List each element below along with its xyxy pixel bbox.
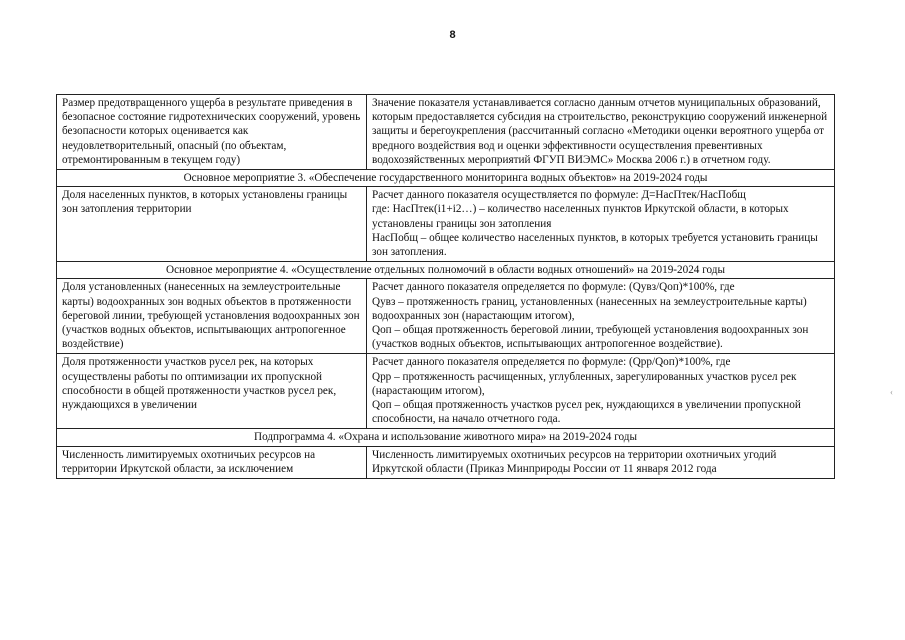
- table-row: [57, 187, 835, 262]
- formula-line: Расчет данного показателя определяется по формуле: (Qрр/Qоп)*100%, где: [372, 356, 731, 369]
- calculation-method-cell: Численность лимитируемых охотничьих ресурсов на территории охотничьих угодий Иркутской области (Приказ Минприроды России от 11 января 2012 года: [367, 446, 835, 478]
- indicator-name-cell: Размер предотвращенного ущерба в результате приведения в безопасное состояние гидротехнических сооружений, уровень безопасности которых оценивается как неудовлетворительный, опасный (по объектам, отремонтированным в текущем году): [57, 95, 367, 170]
- formula-line: Расчет данного показателя определяется по формуле: (Qувз/Qоп)*100%, где: [372, 281, 735, 294]
- formula-definition: Qувз – протяженность границ, установленных (нанесенных на землеустроительные карты) водоохранных зон (нарастающим итогом),: [372, 295, 807, 322]
- indicator-name-cell: Численность лимитируемых охотничьих ресурсов на территории Иркутской области, за исключением: [57, 446, 367, 478]
- formula-line: Расчет данного показателя осуществляется по формуле: Д=НасПтек/НасПобщ: [372, 189, 746, 202]
- calculation-method-cell: [367, 279, 835, 354]
- calculation-method-cell: Значение показателя устанавливается согласно данным отчетов муниципальных образований, которым предоставляется субсидия на строительство, реконструкцию сооружений инженерной защиты и берегоукрепления (рассчитанный согласно «Методики оценки вероятного ущерба от вредного воздействия вод и оценки эффективности осуществления превентивных водохозяйственных мероприятий ФГУП ВИЭМС» Москва 2006 г.) в отчетном году.: [367, 95, 835, 170]
- page-number: 8: [449, 29, 456, 41]
- formula-definition: где: НасПтек(i1+i2…) – количество населенных пунктов Иркутской области, в которых установлены границы зон затопления: [372, 203, 789, 230]
- calculation-method-cell: [367, 354, 835, 429]
- calculation-method-cell: [367, 187, 835, 262]
- formula-definition: НасПобщ – общее количество населенных пунктов, в которых требуется установить границы зон затопления.: [372, 231, 818, 259]
- indicator-name-cell: Доля населенных пунктов, в которых установлены границы зон затопления территории: [57, 187, 367, 262]
- indicator-name-cell: Доля протяженности участков русел рек, на которых осуществлены работы по оптимизации их пропускной способности в общей протяженности участков русел рек, нуждающихся в увеличении: [57, 354, 367, 429]
- section-header: Подпрограмма 4. «Охрана и использование животного мира» на 2019-2024 годы: [57, 429, 835, 446]
- section-header: Основное мероприятие 4. «Осуществление отдельных полномочий в области водных отношений» на 2019-2024 годы: [57, 262, 835, 279]
- section-header-row: [57, 262, 835, 279]
- section-header-row: [57, 429, 835, 446]
- formula-definition: Qрр – протяженность расчищенных, углубленных, зарегулированных участков русел рек (нарастающим итогом),: [372, 370, 797, 397]
- section-header-row: [57, 170, 835, 187]
- formula-definition: Qоп – общая протяженность береговой линии, требующей установления водоохранных зон (участков водных объектов, испытывающих антропогенное воздействие).: [372, 324, 809, 351]
- page-bottom-mask: [0, 558, 905, 640]
- indicators-table: [56, 94, 835, 479]
- formula-definition: Qоп – общая протяженность участков русел рек, нуждающихся в увеличении пропускной способности, на начало отчетного года.: [372, 399, 801, 426]
- table-row: [57, 95, 835, 170]
- margin-mark: ‹: [890, 387, 893, 397]
- table-row: [57, 446, 835, 478]
- indicator-name-cell: Доля установленных (нанесенных на землеустроительные карты) водоохранных зон водных объектов в протяженности береговой линии, требующей установления водоохранных зон (участков водных объектов, испытывающих антропогенное воздействие): [57, 279, 367, 354]
- table-row: [57, 279, 835, 354]
- table-row: [57, 354, 835, 429]
- section-header: Основное мероприятие 3. «Обеспечение государственного мониторинга водных объектов» на 2019-2024 годы: [57, 170, 835, 187]
